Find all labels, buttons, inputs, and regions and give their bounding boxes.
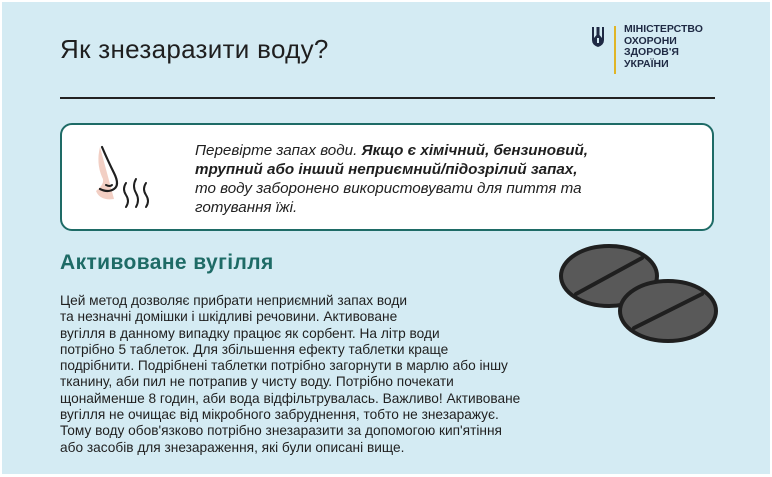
warning-text-normal: то воду заборонено використовувати для пиття та <box>195 180 582 197</box>
title-divider <box>60 97 715 99</box>
page-title: Як знезаразити воду? <box>60 34 329 64</box>
ministry-name-line: ЗДОРОВ'Я <box>624 46 679 58</box>
instruction-line: вугілля в данному випадку працює як сорбент. На літр води <box>60 325 440 341</box>
trident-icon <box>590 26 606 48</box>
warning-text-normal: готування їжі. <box>195 199 298 216</box>
warning-text-normal: Перевірте запах води. <box>195 142 362 159</box>
nose-smell-icon <box>92 143 170 215</box>
instruction-line: щонайменше 8 годин, аби вода відфільтрувалась. Важливо! Активоване <box>60 390 521 406</box>
instruction-line: тканину, аби пил не потрапив у чисту воду. Потрібно почекати <box>60 374 454 390</box>
instruction-line: або засобів для знезараження, які були описані вище. <box>60 439 405 455</box>
instruction-line: вугілля не очищає від мікробного забруднення, тобто не знезаражує. <box>60 407 499 423</box>
warning-text-bold: Якщо є хімічний, бензиновий, <box>361 142 588 159</box>
instruction-line: Тому воду обов'язково потрібно знезаразити за допомогою кип'ятіння <box>60 423 502 439</box>
instruction-line: подрібнити. Подрібнені таблетки потрібно загорнути в марлю або іншу <box>60 358 508 374</box>
section-title: Активоване вугілля <box>60 251 274 274</box>
warning-text-bold: трупний або інший неприємний/підозрілий запах, <box>195 161 578 178</box>
smell-warning-box <box>60 123 714 231</box>
logo-divider <box>614 26 616 74</box>
instruction-line: Цей метод дозволяє прибрати неприємний запах води <box>60 293 407 308</box>
ministry-name-line: МІНІСТЕРСТВО <box>624 23 703 35</box>
charcoal-instructions <box>60 293 730 456</box>
ministry-logo <box>590 24 730 80</box>
ministry-name <box>624 24 703 70</box>
ministry-name-line: ОХОРОНИ <box>624 34 677 47</box>
smell-warning-text <box>195 141 705 217</box>
instruction-line: та незначні домішки і шкідливі речовини. Активоване <box>60 309 398 325</box>
infographic-card <box>2 2 770 474</box>
instruction-line: потрібно 5 таблеток. Для збільшення ефекту таблетки краще <box>60 341 449 357</box>
ministry-name-line: УКРАЇНИ <box>624 57 669 70</box>
